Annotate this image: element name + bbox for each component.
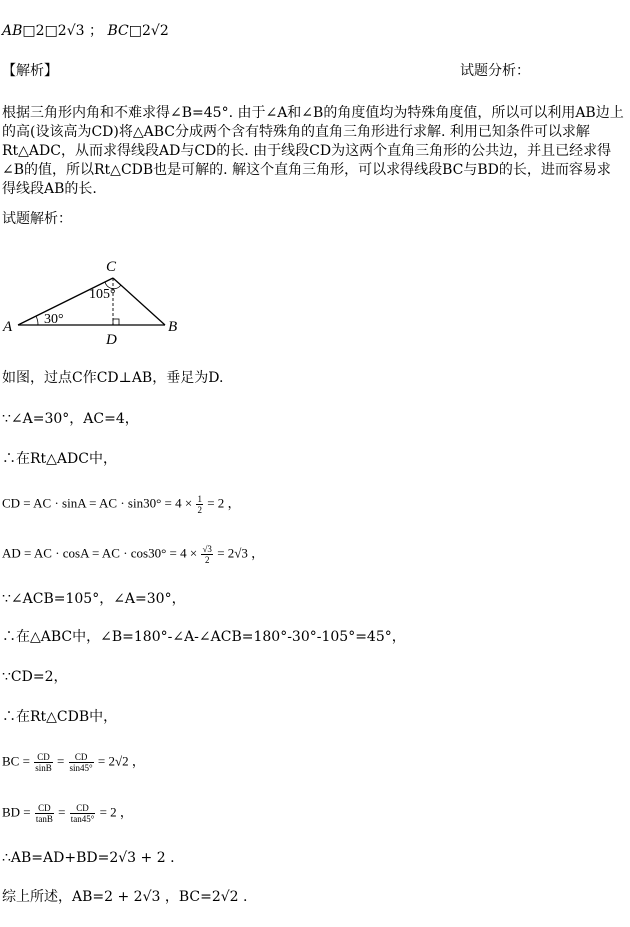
frac-numerator: CD [34, 752, 53, 763]
label-c: C [106, 259, 117, 275]
answer-sqrt3: 3 [75, 23, 85, 39]
answer-line [2, 22, 169, 40]
fenxi-label: 试题分析： [460, 63, 530, 79]
solution-line-bc [2, 752, 145, 773]
analysis-paragraph: 根据三角形内角和不难求得∠B=45°. 由于∠A和∠B的角度值均为特殊角度值，所以可以利用AB边上的高(设该高为CD)将△ABC分成两个含有特殊角的直角三角形进行求解. 利用已知条件可以求解Rt△ADC，从而求得线段AD与CD的长. 由于线段CD为这两个直角三角形的公共边，并且已经求得∠B的值，所以Rt△CDB也是可解的. 解这个直角三角形，可以求得线段BC与BD的长，进而容易求得线段AB的长. [2, 105, 624, 197]
solution-line-6: ∵∠ACB=105°，∠A=30°， [2, 591, 186, 607]
bd-result: = 2 ， [99, 804, 133, 820]
angle-a-label: 30° [44, 312, 64, 327]
solution-line-2: ∵∠A=30°，AC=4， [2, 411, 139, 427]
cd-result: = 2 ， [207, 495, 241, 511]
fraction-half [196, 494, 203, 515]
solution-line-ad [2, 544, 264, 565]
conclusion-line: 综上所述，AB=2 + 2√3 ，BC=2√2 . [2, 889, 248, 905]
triangle-figure [0, 252, 200, 347]
answer-mark: □ [128, 23, 142, 39]
answer-bc-part: 2 [141, 23, 151, 39]
frac-denominator: sinB [35, 763, 52, 773]
fraction-cd-tanb [35, 803, 54, 824]
sqrt-sign: √ [66, 23, 76, 39]
answer-mark: □ [22, 23, 36, 39]
frac-denominator: tanB [35, 814, 53, 824]
bd-eq: = [58, 804, 66, 820]
answer-sep: ； [89, 23, 104, 39]
angle-c-label: 105° [89, 287, 116, 302]
frac-numerator: √3 [202, 544, 212, 554]
frac-numerator: CD [69, 752, 94, 763]
frac-numerator: CD [70, 803, 96, 814]
answer-sqrt2: 2 [159, 23, 169, 39]
ad-expr: AD = AC · cosA = AC · cos30° = 4 × [2, 545, 198, 561]
fraction-cd-sin45 [69, 752, 94, 773]
label-b: B [168, 319, 178, 335]
ad-result: = 2√3 ， [217, 545, 265, 561]
right-angle-mark [113, 319, 119, 325]
fraction-cd-sinb [34, 752, 53, 773]
solution-line-3: ∴在Rt△ADC中， [2, 451, 117, 467]
sqrt-sign: √ [150, 23, 160, 39]
solution-line-7: ∴在△ABC中，∠B=180°-∠A-∠ACB=180°-30°-105°=45°， [2, 629, 406, 645]
frac-denominator: 2 [204, 555, 210, 565]
solution-line-12: ∴AB=AD+BD=2√3 + 2 . [2, 850, 175, 866]
cd-expr: CD = AC · sinA = AC · sin30° = 4 × [2, 495, 193, 511]
label-a: A [3, 319, 13, 335]
answer-ab-part2: 2 [57, 23, 67, 39]
jiexi-label: 【解析】 [2, 63, 58, 79]
ab-label: AB [2, 23, 23, 39]
answer-ab-part1: 2 [35, 23, 45, 39]
angle-a-arc [36, 316, 38, 325]
fraction-cd-tan45 [70, 803, 96, 824]
label-d: D [106, 332, 117, 347]
jieda-label: 试题解析： [2, 211, 72, 227]
solution-line-1: 如图，过点C作CD⊥AB，垂足为D. [2, 370, 224, 386]
answer-mark: □ [44, 23, 58, 39]
solution-line-bd [2, 803, 133, 824]
solution-line-9: ∴在Rt△CDB中， [2, 709, 118, 725]
solution-line-cd [2, 494, 241, 515]
bc-label: BC [107, 23, 129, 39]
frac-denominator: tan45° [70, 814, 95, 824]
bd-expr: BD = [2, 804, 31, 820]
fraction-sqrt3-half [201, 544, 212, 565]
bc-eq: = [56, 753, 65, 769]
frac-numerator: 1 [197, 494, 202, 504]
frac-denominator: 2 [197, 505, 202, 515]
solution-line-8: ∵CD=2， [2, 669, 68, 685]
frac-denominator: sin45° [69, 763, 93, 773]
bc-expr: BC = [2, 753, 30, 769]
bc-result: = 2√2 ， [97, 753, 145, 769]
frac-numerator: CD [35, 803, 54, 814]
